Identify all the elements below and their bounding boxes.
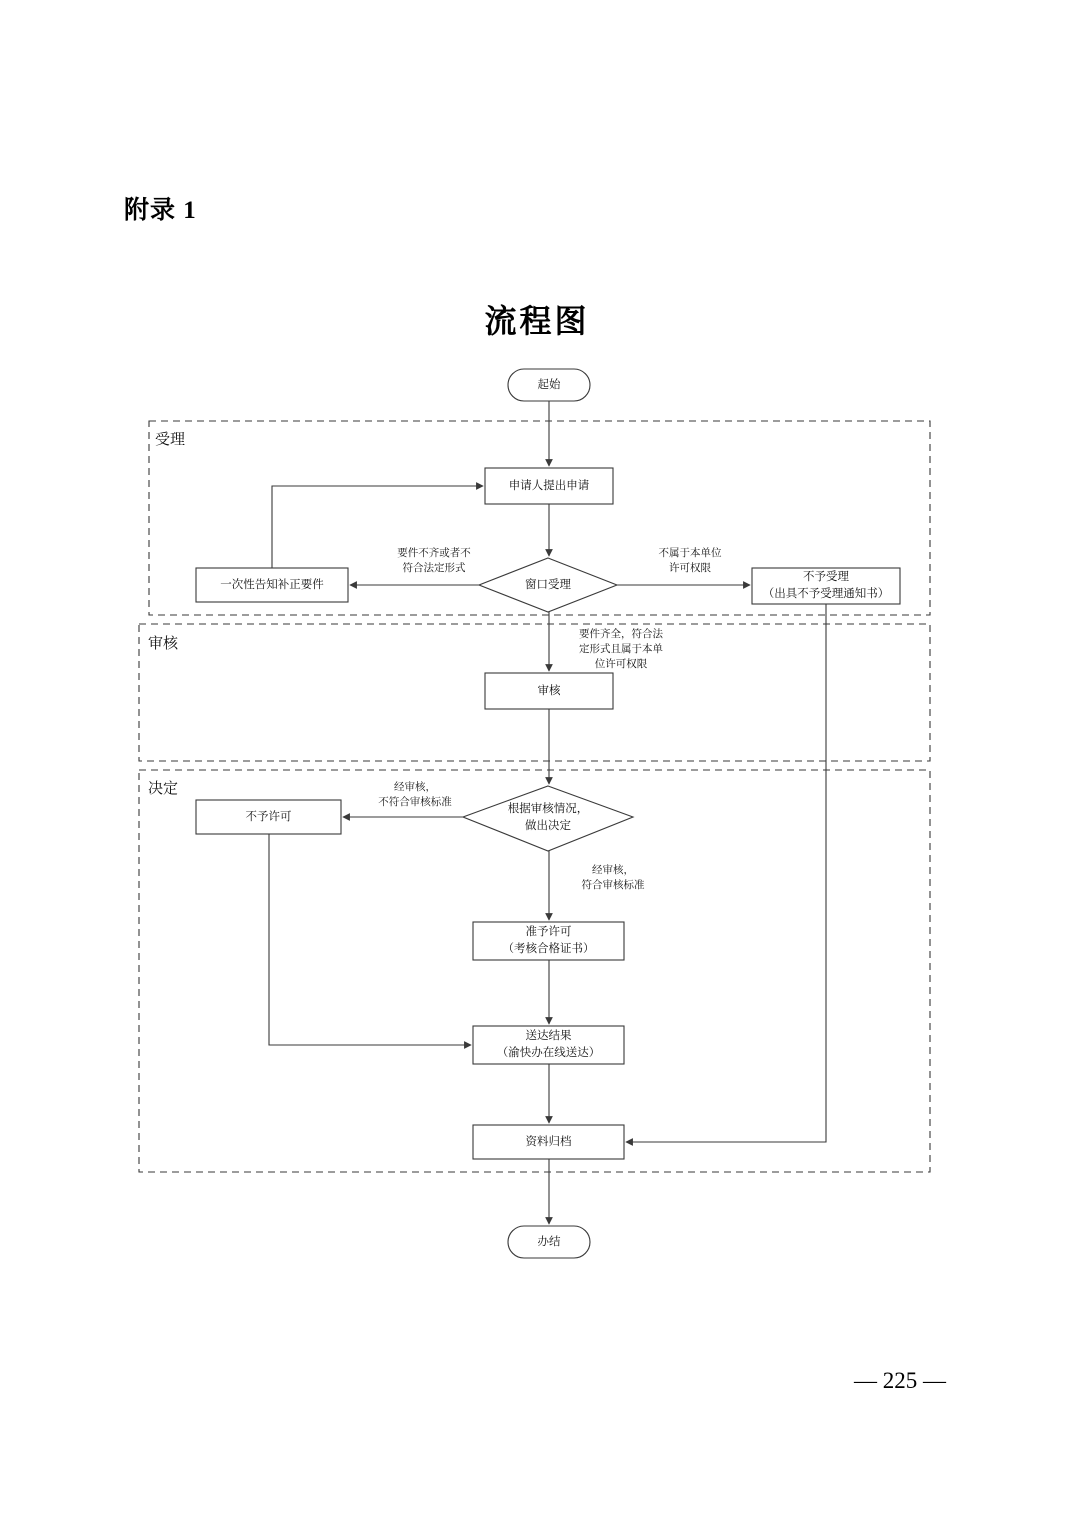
node-permit-granted: 准予许可 （考核合格证书） xyxy=(502,926,595,955)
edge-label-pass-standard: 经审核， 符合审核标准 xyxy=(581,864,645,892)
node-start: 起始 xyxy=(537,378,561,391)
edge-label-fail-standard: 经审核， 不符合审核标准 xyxy=(378,781,452,809)
edge-label-incomplete: 要件不齐或者不 符合法定形式 xyxy=(397,547,471,575)
lane-label-decision: 决定 xyxy=(148,780,179,797)
node-reject-acceptance: 不予受理 （出具不予受理通知书） xyxy=(762,571,890,600)
page-number: — 225 — xyxy=(854,1368,946,1393)
node-decision: 根据审核情况， 做出决定 xyxy=(507,803,589,832)
node-deliver-result: 送达结果 （渝快办在线送达） xyxy=(496,1030,601,1059)
appendix-label: 附录 1 xyxy=(124,197,197,224)
node-end: 办结 xyxy=(537,1235,561,1248)
node-one-time-notice: 一次性告知补正要件 xyxy=(220,578,324,591)
edge-label-out-of-scope: 不属于本单位 许可权限 xyxy=(658,547,722,575)
lane-label-acceptance: 受理 xyxy=(155,431,186,448)
lane-label-review: 审核 xyxy=(148,635,179,652)
node-archive: 资料归档 xyxy=(525,1135,572,1148)
node-apply: 申请人提出申请 xyxy=(508,479,590,492)
edge-label-complete: 要件齐全，符合法 定形式且属于本单 位许可权限 xyxy=(579,628,663,671)
node-window-acceptance: 窗口受理 xyxy=(525,578,571,591)
page-title: 流程图 xyxy=(484,303,590,339)
node-no-permit: 不予许可 xyxy=(245,810,292,823)
node-review: 审核 xyxy=(537,684,561,697)
